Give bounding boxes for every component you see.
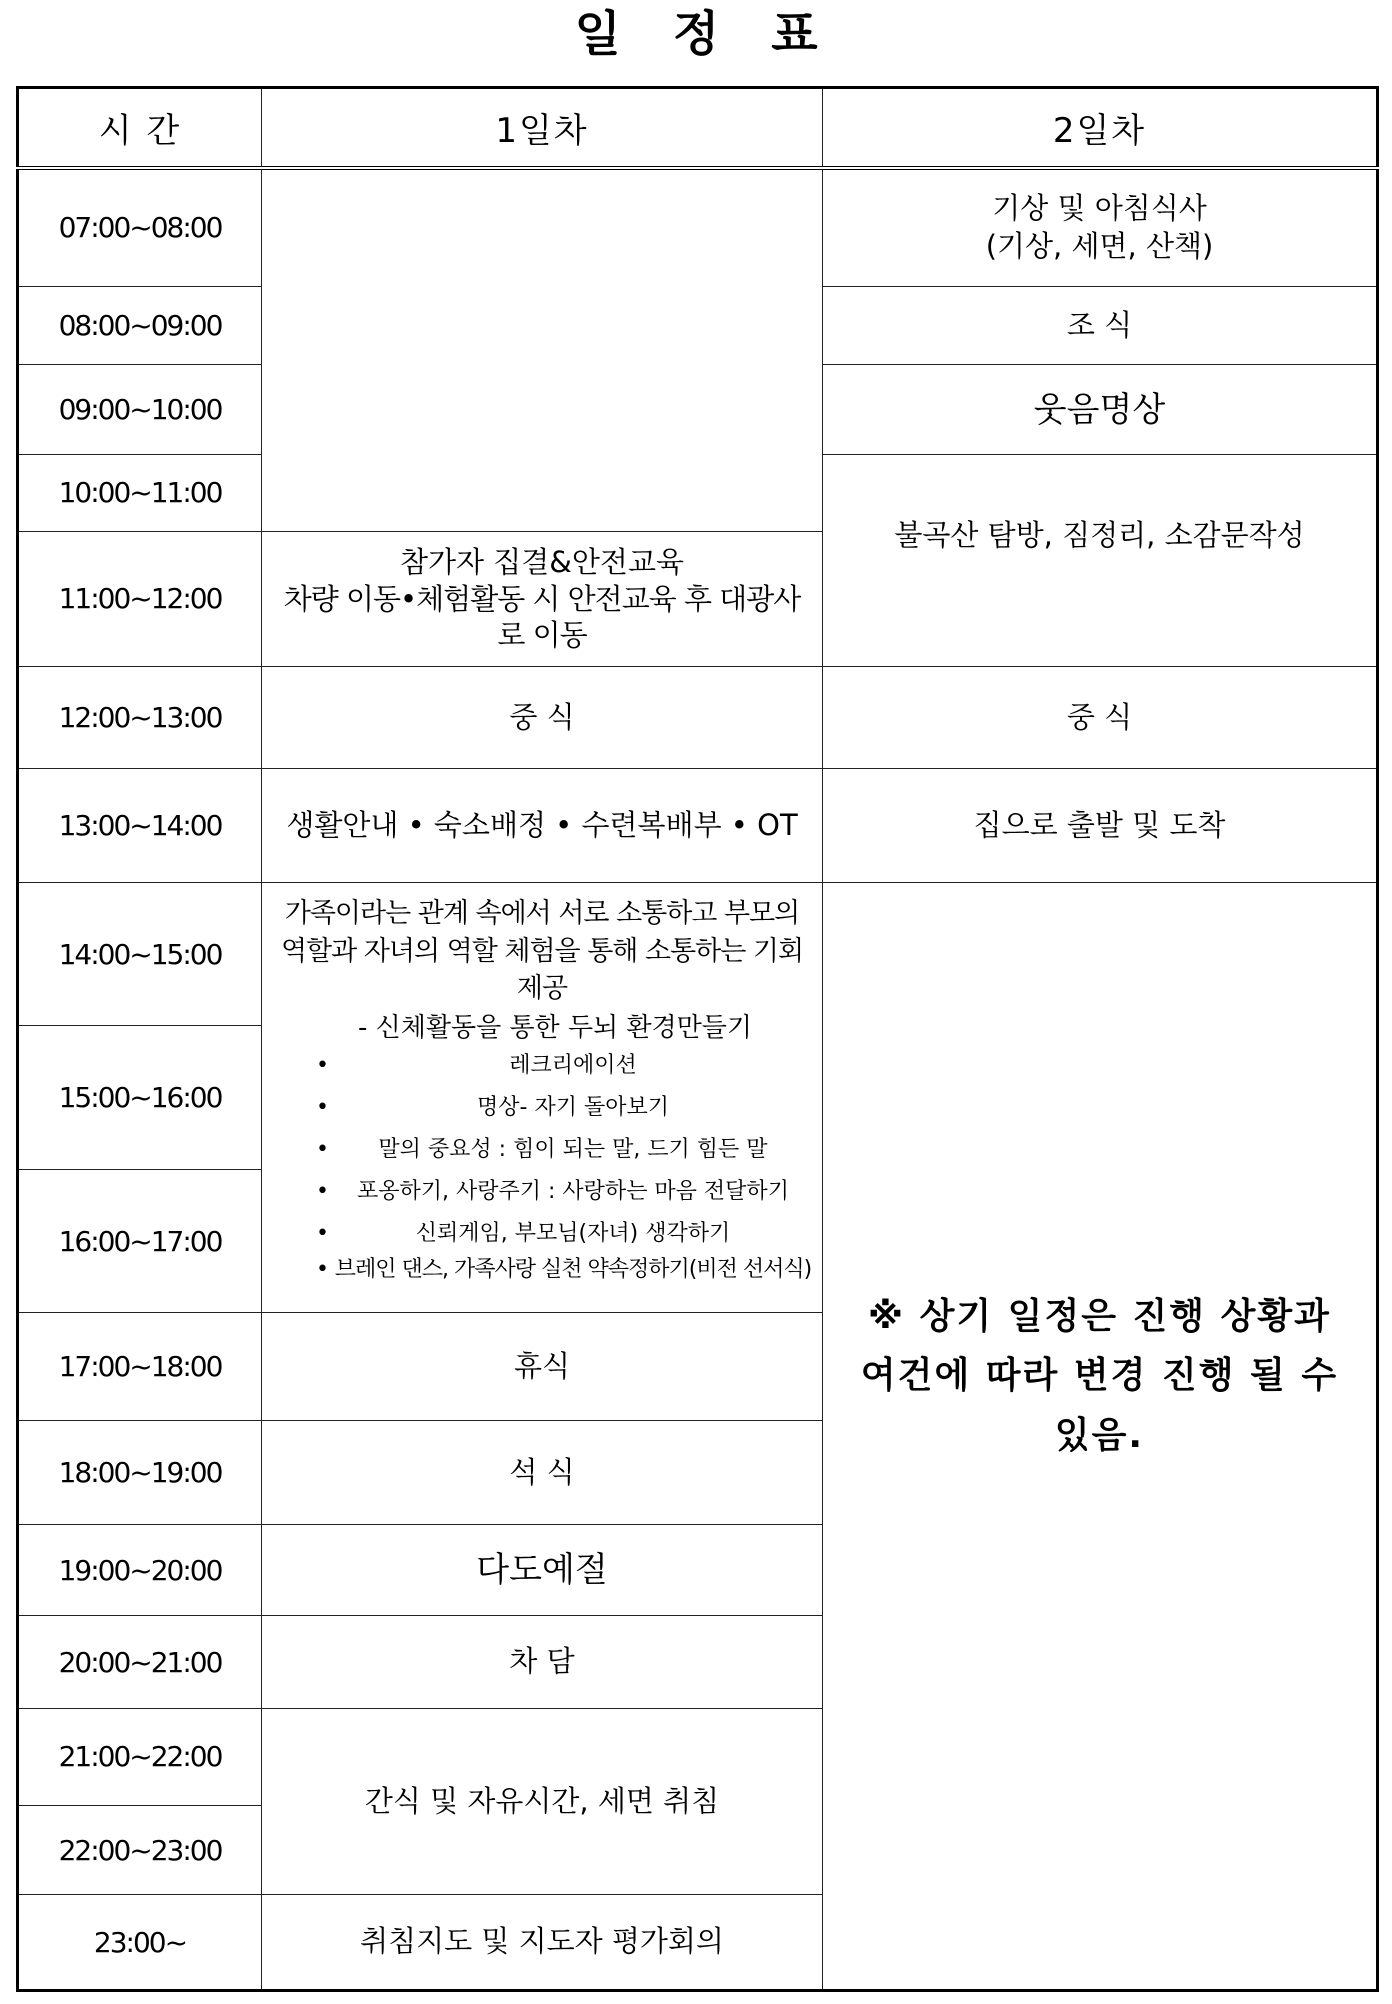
table-row	[18, 667, 1378, 769]
table-row	[18, 882, 1378, 1026]
day1-tea-talk-cell: 차 담	[262, 1616, 823, 1708]
day2-breakfast-cell: 조 식	[823, 286, 1378, 364]
time-cell: 20:00~21:00	[18, 1616, 262, 1708]
time-cell: 21:00~22:00	[18, 1708, 262, 1805]
page-title	[0, 4, 1392, 64]
title-char-3: 표	[771, 6, 818, 62]
title-char-2: 정	[672, 6, 720, 62]
list-item: • 신뢰게임, 부모님(자녀) 생각하기	[334, 1223, 812, 1245]
time-cell: 10:00~11:00	[18, 455, 262, 531]
time-cell: 23:00~	[18, 1895, 262, 1991]
time-cell: 12:00~13:00	[18, 667, 262, 769]
header-day2: 2일차	[823, 88, 1378, 168]
header-row	[18, 88, 1378, 168]
day1-meeting-cell: 취침지도 및 지도자 평가회의	[262, 1895, 823, 1991]
day1-orientation-cell: 생활안내 • 숙소배정 • 수련복배부 • OT	[262, 769, 823, 882]
day1-tea-ceremony-cell: 다도예절	[262, 1525, 823, 1616]
list-item: • 브레인 댄스, 가족사랑 실천 약속정하기(비전 선서식)	[334, 1259, 812, 1281]
time-cell: 19:00~20:00	[18, 1525, 262, 1616]
list-item: • 레크리에이션	[334, 1055, 812, 1077]
header-time: 시 간	[18, 88, 262, 168]
day1-activity-intro: 가족이라는 관계 속에서 서로 소통하고 부모의 역할과 자녀의 역할 체험을 통해 소통하는 기회 제공	[280, 897, 804, 1005]
title-char-1: 일	[574, 6, 621, 62]
day2-hike-text: 불곡산 탐방, 짐정리, 소감문작성	[894, 517, 1305, 552]
header-day1: 1일차	[262, 88, 823, 168]
day2-wakeup-cell	[823, 168, 1378, 286]
list-item: • 명상- 자기 돌아보기	[334, 1097, 812, 1119]
time-cell: 18:00~19:00	[18, 1420, 262, 1524]
day2-departure-cell: 집으로 출발 및 도착	[823, 769, 1378, 882]
day1-rest-cell: 휴식	[262, 1313, 823, 1420]
day1-gathering-line1: 참가자 집결&안전교육	[400, 545, 684, 580]
day2-notice-text: ※ 상기 일정은 진행 상황과 여건에 따라 변경 진행 될 수 있음.	[860, 1295, 1339, 1456]
table-row	[18, 769, 1378, 882]
day1-empty-cell	[262, 168, 823, 531]
day1-activity-list	[272, 1052, 812, 1282]
day1-activity-cell	[262, 882, 823, 1313]
day2-wakeup-line2: (기상, 세면, 산책)	[985, 228, 1214, 263]
list-item: • 말의 중요성 : 힘이 되는 말, 드기 힘든 말	[334, 1139, 812, 1161]
list-item: • 포옹하기, 사랑주기 : 사랑하는 마음 전달하기	[334, 1181, 812, 1203]
day2-laughter-cell: 웃음명상	[823, 364, 1378, 454]
time-cell: 08:00~09:00	[18, 286, 262, 364]
day1-activity-sub: - 신체활동을 통한 두뇌 환경만들기	[357, 1013, 753, 1044]
day2-lunch-cell: 중 식	[823, 667, 1378, 769]
time-cell: 16:00~17:00	[18, 1169, 262, 1313]
time-cell: 09:00~10:00	[18, 364, 262, 454]
time-cell: 07:00~08:00	[18, 168, 262, 286]
day2-notice-cell	[823, 882, 1378, 1990]
day1-dinner-cell: 석 식	[262, 1420, 823, 1524]
day1-snack-cell: 간식 및 자유시간, 세면 취침	[262, 1708, 823, 1895]
time-cell: 14:00~15:00	[18, 882, 262, 1026]
time-cell: 13:00~14:00	[18, 769, 262, 882]
day1-gathering-cell	[262, 531, 823, 666]
time-cell: 15:00~16:00	[18, 1026, 262, 1170]
day2-hike-cell	[823, 455, 1378, 667]
day1-lunch-cell: 중 식	[262, 667, 823, 769]
time-cell: 17:00~18:00	[18, 1313, 262, 1420]
table-row	[18, 168, 1378, 286]
schedule-table	[16, 86, 1379, 1992]
time-cell: 22:00~23:00	[18, 1806, 262, 1895]
day2-wakeup-line1: 기상 및 아침식사	[992, 191, 1207, 226]
day1-gathering-line2: 차량 이동•체험활동 시 안전교육 후 대광사로 이동	[283, 581, 801, 652]
time-cell: 11:00~12:00	[18, 531, 262, 666]
